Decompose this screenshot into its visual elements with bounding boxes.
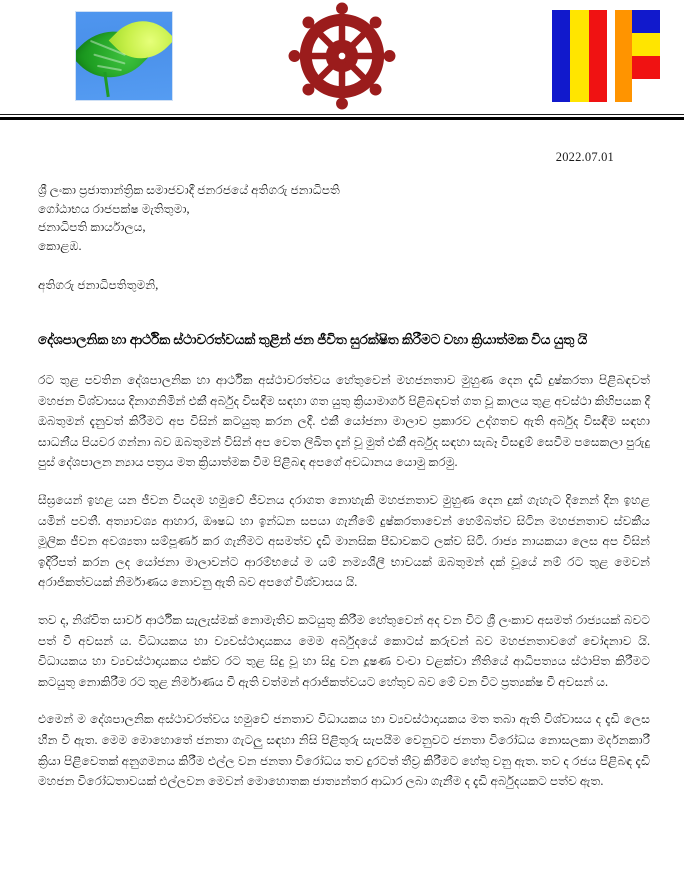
letter-body xyxy=(0,124,684,809)
salutation: අතිගරු ජනාධිපතිතුමනි, xyxy=(38,278,159,292)
flag-composite-blue xyxy=(632,10,660,33)
buddhist-flag-icon xyxy=(552,10,660,102)
bodhi-leaf-canvas xyxy=(75,11,173,101)
buddhist-flag-composite xyxy=(615,10,660,102)
letterhead xyxy=(0,0,684,112)
paragraph: රට තුළ පවතින දේශපාලනික හා ආර්ථික අස්ථාවරත්වය හේතුවෙන් මහජනතාව මුහුණ දෙන දැඩි දුෂ්කරතා පිළිබඳවත් මහජන විශ්වාසය දිනාගනිමින් එකී අර්බුද විසඳීම සඳහා ගත යුතු ක්‍රියාමාර්ග පිළිබඳවත් ගත වූ කාලය තුළ අවස්ථා කිහිපයක දී ඔබතුමන් දැනුවත් කිරීමට අප විසින් කටයුතු කරන ලදී. එකී යෝජනා මාලාව ප්‍රකාරව උද්ගතව ඇති අර්බුද විසඳීම සඳහා සාධනීය පියවර ගන්නා බව ඔබතුමන් විසින් අප වෙත ලිඛිත දැන් වූ මුත් එකී අර්බුද සඳහා සැබෑ විසඳුම් සෙවීම පසෙකලා පුරුදු පුස් දේශපාලන න්‍යාය පත්‍රය මත ක්‍රියාත්මක වීම පිළිබඳ අපගේ අවධානය යොමු කරමු. xyxy=(38,373,650,470)
bodhi-leaf-image xyxy=(72,8,176,104)
page-title: දේශපාලනික හා ආර්ථික ස්ථාවරත්වයක් තුළින් ජන ජීවිත සුරක්ෂිත කිරීමට වහා ක්‍රියාත්මක විය යුතු යි xyxy=(38,332,588,347)
flag-composite-white xyxy=(632,79,660,102)
flag-stripe-red xyxy=(589,10,607,102)
paragraph: එමෙන් ම දේශපාලනික අස්ථාවරත්වය හමුවේ ජනතාව විධායකය හා ව්‍යවස්ථාදායකය මත තබා ඇති විශ්වාසය ද දැඩි ලෙස හීන වී ඇත. මෙම මොහොතේ ජනතා ගැටලු සඳහා නිසි පිළිතුරු සැපයීම වෙනුවට ජනතා විරෝධය නොසලකා මර්දනකාරී ක්‍රියා පිළිවෙතක් අනුගමනය කිරීම එල්ල වන ජනතා විරෝධය තව දුරටත් තීව්‍ර කිරීමට හේතු වනු ඇත. තව ද රජය පිළිබඳ දැඩි මහජන විරෝධතාවයක් එල්ලවන මෙවන් මොහොතක ජාත්‍යන්තර ආධාර ලබා ගැනීම ද දැඩි අර්බුදයකට පත්ව ඇත. xyxy=(38,712,650,789)
addressee-line-2: ගෝඨාභය රාජපක්ෂ මැතිතුමා, xyxy=(38,201,190,216)
flag-stripe-yellow xyxy=(570,10,588,102)
addressee-block xyxy=(38,181,650,255)
addressee-line-4: කොළඹ. xyxy=(38,238,82,253)
paragraph-list xyxy=(38,370,650,792)
flag-composite-yellow xyxy=(632,33,660,56)
paragraph: තව ද, නිශ්චිත සාර්ව ආර්ථික සැලැස්මක් නොමැතිව කටයුතු කිරීම හේතුවෙන් අද වන විට ශ්‍රී ලංකාව අසමත් රාජ්‍යයක් බවට පත් වී අවසන් ය. විධායකය හා ව්‍යවස්ථාදායකය මෙම අර්බුදයේ කොටස් කරුවන් බව මහජනතාවගේ චෝදනාව යි. විධායකය හා ව්‍යවස්ථාදායකය එක්ව රට තුළ සිදු වූ හා සිදු වන දූෂණ වංචා වළක්වා නීතියේ ආධිපත්‍යය ස්ථාපිත කිරීමට කටයුතු නොකිරීම රට තුළ නිර්මාණය වී ඇති වත්මන් අරාජිකත්වයට හේතුව බව මේ වන විට ප්‍රත්‍යක්ෂ වී අවසන් ය. xyxy=(38,612,650,689)
flag-composite-red xyxy=(632,56,660,79)
letter-date: 2022.07.01 xyxy=(555,150,614,164)
divider-thin-line xyxy=(0,114,684,115)
buddhist-flag-stripes xyxy=(552,10,607,102)
paragraph: සීඝ්‍රයෙන් ඉහළ යන ජීවන වියදම හමුවේ ජීවනය දරාගත නොහැකි මහජනතාව මුහුණ දෙන දුක් ගැහැට දිනෙන් දින ඉහළ යමින් පවතී. අත්‍යාවශ්‍ය ආහාර, ඖෂධ හා ඉන්ධන සපයා ගැනීමේ දුෂ්කරතාවෙන් හෙම්බත්ව සිටින මහජනතාව ස්වකීය මූලික ජීවන අවශ්‍යතා සම්පූර්ණ කර ගැනීමට අසමත්ව දැඩි මානසික පීඩාවකට ලක්ව සිටී. රාජ්‍ය නායකයා ලෙස අප විසින් ඉදිරිපත් කරන ලද යෝජනා මාලාවන්ට ආරම්භයේ ම යම් නම්‍යශීලී භාවයක් ඔබතුමන් දක් වූයේ නම් රට තුළ මෙවන් අරාජිකත්වයක් නිර්මාණය නොවනු ඇති බව අපගේ විශ්වාසය යි. xyxy=(38,492,650,590)
divider-thick-line xyxy=(0,117,684,120)
addressee-line-3: ජනාධිපති කාර්යාලය, xyxy=(38,220,146,234)
addressee-line-1: ශ්‍රී ලංකා ප්‍රජාතාන්ත්‍රික සමාජවාදී ජනරජයේ අතිගරු ජනාධිපති xyxy=(38,183,340,197)
header-divider xyxy=(0,114,684,124)
flag-stripe-blue xyxy=(552,10,570,102)
dharmachakra-wheel-icon xyxy=(287,2,397,110)
